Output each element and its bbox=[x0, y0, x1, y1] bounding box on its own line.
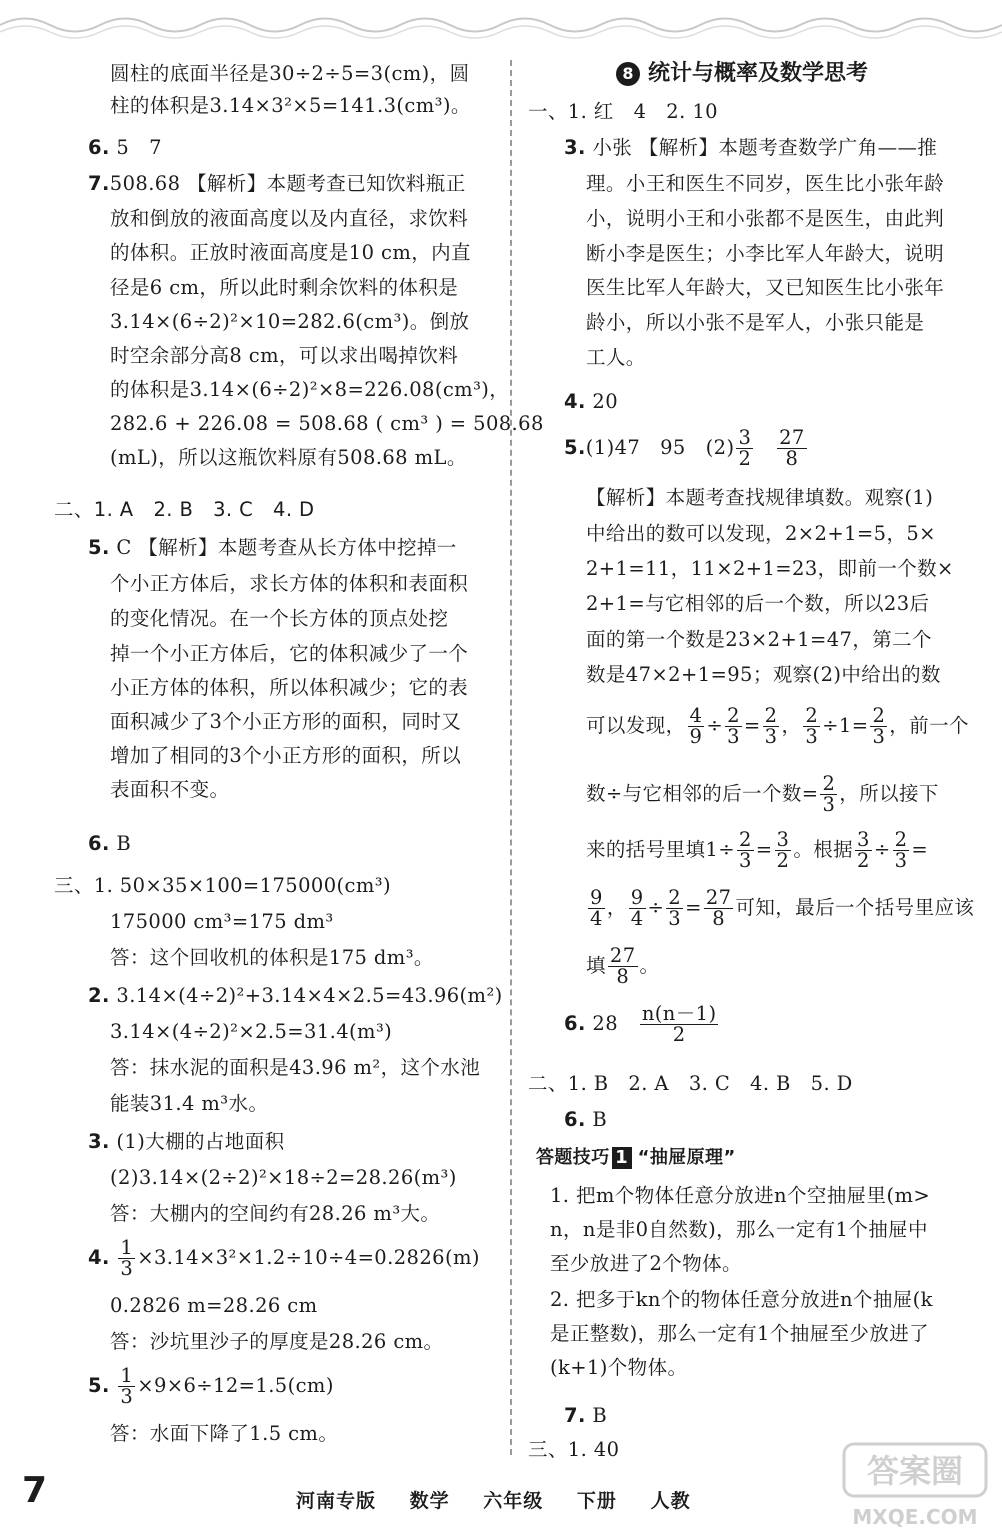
answer-item bbox=[564, 1004, 720, 1045]
fraction: $\frac{1}{3}$ bbox=[120, 1236, 134, 1280]
item-text: B bbox=[592, 1108, 608, 1131]
text-line: 175000 cm³=175 dm³ bbox=[110, 910, 334, 933]
text-line: 面的第一个数是23×2+1=47，第二个 bbox=[586, 628, 932, 651]
answer-item bbox=[564, 428, 809, 469]
item-number: 3. bbox=[564, 136, 586, 159]
tip-text: 1. 把m个物体任意分放进n个空抽屉里(m> bbox=[550, 1184, 931, 1207]
item-number: 6. bbox=[88, 136, 110, 159]
item-text: 20 bbox=[592, 390, 619, 413]
item-text: 508.68 【解析】本题考查已知饮料瓶正 bbox=[109, 172, 466, 195]
fraction: $\frac{27}{8}$ bbox=[705, 886, 732, 930]
text-line: 的体积是3.14×(6÷2)²×8=226.08(cm³)， bbox=[110, 378, 510, 401]
tip-text: 2. 把多于kn个的物体任意分放进n个抽屉(k bbox=[550, 1288, 933, 1311]
text-line: 答：这个回收机的体积是175 dm³。 bbox=[110, 946, 434, 969]
section-heading: 二、1. B 2. A 3. C 4. B 5. D bbox=[528, 1072, 853, 1095]
text-line: 数÷与它相邻的后一个数= $\frac{2}{3}$ ，所以接下 bbox=[586, 772, 939, 816]
item-text: B bbox=[592, 1404, 608, 1427]
answer-item bbox=[564, 134, 937, 162]
fraction: $\frac{2}{3}$ bbox=[894, 828, 908, 872]
item-number: 5. bbox=[88, 1374, 110, 1397]
fraction: $\frac{27}{8}$ bbox=[609, 944, 636, 988]
tip-text: 是正整数)，那么一定有1个抽屉至少放进了 bbox=[550, 1322, 930, 1345]
text-line: 答：抹水泥的面积是43.96 m²，这个水池 bbox=[110, 1056, 481, 1079]
section-heading: 三、1. 40 bbox=[528, 1438, 620, 1461]
text-line: 3.14×(6÷2)²×10=282.6(cm³)。倒放 bbox=[110, 310, 470, 333]
footer-volume: 下册 bbox=[576, 1490, 617, 1512]
text-line: $\frac{9}{4}$ ， $\frac{9}{4}$ ÷ $\frac{2}{3}$ = $\frac{27}{8}$ 可知，最后一个括号里应该 bbox=[590, 886, 975, 930]
item-number: 4. bbox=[564, 390, 586, 413]
answer-item bbox=[88, 1238, 480, 1279]
text-line: 时空余部分高8 cm，可以求出喝掉饮料 bbox=[110, 344, 459, 367]
text-line: 282.6 + 226.08 = 508.68 ( cm³ ) = 508.68 bbox=[110, 412, 544, 435]
answer-item bbox=[564, 1402, 607, 1430]
text-line: 掉一个小正方体后，它的体积减少了一个 bbox=[110, 642, 469, 665]
answer-item bbox=[88, 134, 162, 162]
fraction: $\frac{2}{3}$ bbox=[872, 704, 886, 748]
tip-text: 至少放进了2个物体。 bbox=[550, 1252, 742, 1275]
item-text: (1)47 95 (2) bbox=[585, 436, 735, 459]
item-text: ×3.14×3²×1.2÷10÷4=0.2826(m) bbox=[137, 1246, 480, 1269]
fraction: $\frac{2}{3}$ bbox=[805, 704, 819, 748]
item-number: 5. bbox=[564, 436, 586, 459]
fraction: $\frac{2}{3}$ bbox=[668, 886, 682, 930]
text-line: 表面积不变。 bbox=[110, 778, 230, 801]
item-text: (1)大棚的占地面积 bbox=[116, 1130, 285, 1153]
text-line: 来的括号里填1÷ $\frac{2}{3}$ = $\frac{3}{2}$ 。根据 $\frac{3}{2}$ ÷ $\frac{2}{3}$ = bbox=[586, 828, 929, 872]
section-heading: 二、1. A 2. B 3. C 4. D bbox=[54, 498, 315, 521]
item-number: 2. bbox=[88, 984, 110, 1007]
item-number: 6. bbox=[564, 1012, 586, 1035]
text-line: 放和倒放的液面高度以及内直径，求饮料 bbox=[110, 207, 469, 230]
answer-item bbox=[564, 1106, 607, 1134]
footer-region: 河南专版 bbox=[296, 1490, 377, 1512]
text-line: 2+1=与它相邻的后一个数，所以23后 bbox=[586, 592, 930, 615]
wave-border bbox=[0, 10, 1002, 40]
text-line: 医生比军人年龄大，又已知医生比小张年 bbox=[586, 276, 945, 299]
item-text: 28 bbox=[592, 1012, 619, 1035]
fraction: $\frac{9}{4}$ bbox=[630, 886, 644, 930]
text-line: 3.14×(4÷2)²×2.5=31.4(m³) bbox=[110, 1020, 393, 1043]
text-line: 的体积。正放时液面高度是10 cm，内直 bbox=[110, 241, 471, 264]
item-text: 小张 【解析】本题考查数学广角——推 bbox=[592, 136, 938, 159]
item-number: 3. bbox=[88, 1130, 110, 1153]
answer-item bbox=[88, 1366, 334, 1407]
text-line: 能装31.4 m³水。 bbox=[110, 1092, 269, 1115]
fraction: $\frac{9}{4}$ bbox=[590, 886, 603, 930]
text-line: 【解析】本题考查找规律填数。观察(1) bbox=[586, 486, 934, 509]
fraction: $\frac{3}{2}$ bbox=[738, 426, 752, 470]
footer-subject: 数学 bbox=[409, 1490, 450, 1512]
text-line: 答：沙坑里沙子的厚度是28.26 cm。 bbox=[110, 1330, 444, 1353]
item-text: C 【解析】本题考查从长方体中挖掉一 bbox=[116, 536, 457, 559]
answer-item bbox=[88, 170, 466, 198]
answer-item bbox=[88, 534, 457, 562]
tip-heading: 答题技巧 1 “抽屉原理” bbox=[536, 1147, 736, 1168]
text-line: 圆柱的底面半径是30÷2÷5=3(cm)，圆 bbox=[110, 62, 470, 85]
tip-text: (k+1)个物体。 bbox=[550, 1356, 688, 1379]
fraction: $\frac{2}{3}$ bbox=[738, 828, 752, 872]
text-line: 个小正方体后，求长方体的体积和表面积 bbox=[110, 572, 469, 595]
footer-info bbox=[296, 1486, 717, 1513]
text-line: 答：大棚内的空间约有28.26 m³大。 bbox=[110, 1202, 441, 1225]
fraction: $\frac{3}{2}$ bbox=[776, 828, 790, 872]
answer-item bbox=[88, 982, 503, 1010]
item-number: 6. bbox=[564, 1108, 586, 1131]
text-line: 断小李是医生；小李比军人年龄大，说明 bbox=[586, 242, 945, 265]
item-number: 5. bbox=[88, 536, 110, 559]
section-heading: 一、1. 红 4 2. 10 bbox=[528, 100, 718, 123]
text-line: 填 $\frac{27}{8}$ 。 bbox=[586, 944, 660, 988]
text-line: 龄小，所以小张不是军人，小张只能是 bbox=[586, 311, 925, 334]
answer-item bbox=[564, 388, 618, 416]
text-line: 数是47×2+1=95；观察(2)中给出的数 bbox=[586, 663, 941, 686]
text-line: 增加了相同的3个小正方形的面积，所以 bbox=[110, 744, 462, 767]
fraction: $\frac{2}{3}$ bbox=[822, 772, 836, 816]
footer-edition: 人教 bbox=[650, 1490, 691, 1512]
fraction: $\frac{1}{3}$ bbox=[120, 1364, 134, 1408]
tip-text: n，n是非0自然数)，那么一定有1个抽屉中 bbox=[550, 1218, 928, 1241]
text-line: 工人。 bbox=[586, 346, 646, 369]
watermark-logo bbox=[840, 1440, 990, 1532]
text-line: 理。小王和医生不同岁，医生比小张年龄 bbox=[586, 172, 945, 195]
text-line: 小，说明小王和小张都不是医生，由此判 bbox=[586, 207, 945, 230]
text-line: 中给出的数可以发现，2×2+1=5，5× bbox=[586, 522, 936, 545]
fraction: $\frac{4}{9}$ bbox=[689, 704, 703, 748]
fraction: $\frac{2}{3}$ bbox=[764, 704, 778, 748]
text-line: 面积减少了3个小正方形的面积，同时又 bbox=[110, 710, 462, 733]
svg-text:答案圈: 答案圈 bbox=[866, 1452, 964, 1490]
page-number: 7 bbox=[22, 1470, 48, 1511]
text-line: 柱的体积是3.14×3²×5=141.3(cm³)。 bbox=[110, 94, 471, 117]
item-number: 7. bbox=[564, 1404, 586, 1427]
tip-number-box: 1 bbox=[612, 1147, 632, 1169]
svg-text:MXQE.COM: MXQE.COM bbox=[852, 1505, 978, 1529]
fraction: $\frac{27}{8}$ bbox=[779, 426, 805, 470]
text-line: 径是6 cm，所以此时剩余饮料的体积是 bbox=[110, 276, 459, 299]
answer-item bbox=[88, 1128, 285, 1156]
text-line: 0.2826 m=28.26 cm bbox=[110, 1294, 318, 1317]
text-line: 的变化情况。在一个长方体的顶点处挖 bbox=[110, 607, 449, 630]
fraction: $\frac{3}{2}$ bbox=[857, 828, 870, 872]
item-number: 7. bbox=[88, 172, 110, 195]
item-number: 4. bbox=[88, 1246, 110, 1269]
answer-item bbox=[88, 830, 131, 858]
text-line: 2+1=11，11×2+1=23，即前一个数× bbox=[586, 557, 954, 580]
footer-grade: 六年级 bbox=[483, 1490, 544, 1512]
section-heading: 三、1. 50×35×100=175000(cm³) bbox=[54, 874, 391, 897]
fraction: $\frac{n(n-1)}{2}$ bbox=[641, 1002, 717, 1046]
top-decoration bbox=[0, 0, 1002, 46]
item-number: 6. bbox=[88, 832, 110, 855]
column-divider bbox=[510, 60, 512, 1455]
item-text: 3.14×(4÷2)²+3.14×4×2.5=43.96(m²) bbox=[116, 984, 503, 1007]
text-line: 小正方体的体积，所以体积减少；它的表 bbox=[110, 676, 469, 699]
item-text: 5 7 bbox=[116, 136, 162, 159]
fraction: $\frac{2}{3}$ bbox=[727, 704, 740, 748]
text-line: 可以发现， $\frac{4}{9}$ ÷ $\frac{2}{3}$ = $\frac{2}{3}$ ， $\frac{2}{3}$ ÷1= $\frac{2}{3}$ ，前一个 bbox=[586, 704, 969, 748]
text-line: (2)3.14×(2÷2)²×18÷2=28.26(m³) bbox=[110, 1166, 457, 1189]
item-text: B bbox=[116, 832, 132, 855]
text-line: (mL)，所以这瓶饮料原有508.68 mL。 bbox=[110, 446, 467, 469]
item-text: ×9×6÷12=1.5(cm) bbox=[137, 1374, 334, 1397]
section-number-badge: 8 bbox=[616, 62, 640, 86]
text-line: 答：水面下降了1.5 cm。 bbox=[110, 1422, 339, 1445]
section-title: 8 统计与概率及数学思考 bbox=[616, 56, 868, 87]
